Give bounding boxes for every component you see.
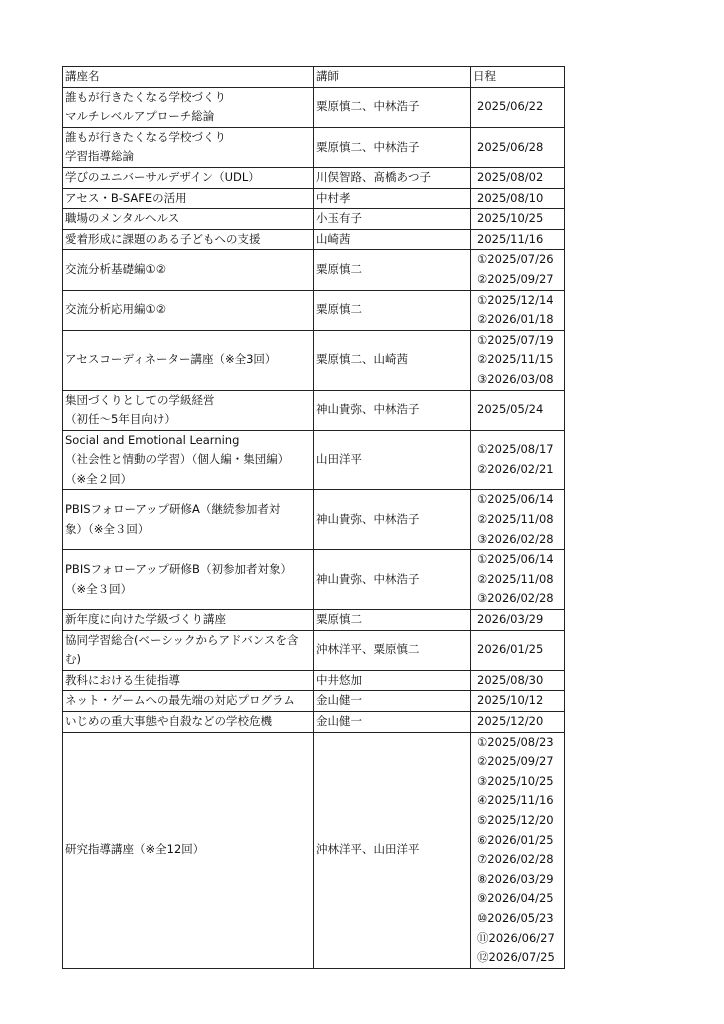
course-name-line: 新年度に向けた学級づくり講座 (65, 612, 226, 627)
course-name-cell (63, 630, 314, 670)
course-name-line: ネット・ゲームへの最先端の対応プログラム (65, 693, 295, 708)
date-cell (471, 250, 565, 290)
instructor-cell: 神山貴弥、中林浩子 (314, 550, 471, 610)
course-name-line: アセス・B-SAFEの活用 (65, 190, 187, 205)
session-date: ⑧2026/03/29 (477, 871, 554, 886)
course-name-line: む) (65, 652, 81, 667)
course-name-line: （※全２回） (65, 471, 133, 486)
session-date: ⑨2026/04/25 (477, 891, 554, 906)
session-date: ②2025/11/08 (477, 512, 554, 527)
table-row (63, 550, 565, 610)
table-row (63, 127, 565, 167)
instructor-cell: 粟原慎二、中林浩子 (314, 87, 471, 127)
course-name-cell (63, 250, 314, 290)
course-name-line: アセスコーディネーター講座（※全3回） (65, 352, 277, 367)
session-date: ⑫2026/07/25 (477, 950, 555, 965)
session-date: 2025/05/24 (477, 402, 544, 417)
instructor-cell: 山田洋平 (314, 430, 471, 490)
date-cell (471, 550, 565, 610)
course-name-line: 誰もが行きたくなる学校づくり (65, 129, 226, 144)
header-instructor: 講師 (314, 67, 471, 88)
table-row (63, 250, 565, 290)
session-date: ②2025/09/27 (477, 271, 554, 286)
instructor-cell: 金山健一 (314, 691, 471, 712)
session-date: ③2026/02/28 (477, 591, 554, 606)
session-date: ⑥2026/01/25 (477, 832, 554, 847)
date-cell (471, 670, 565, 691)
table-row (63, 87, 565, 127)
session-date: ①2025/08/23 (477, 734, 554, 749)
table-row (63, 167, 565, 188)
session-date: ⑪2026/06/27 (477, 930, 555, 945)
course-name-cell (63, 330, 314, 390)
session-date: 2026/03/29 (477, 612, 544, 627)
table-row (63, 691, 565, 712)
date-cell (471, 732, 565, 968)
course-name-line: 教科における生徒指導 (65, 672, 180, 687)
course-name-cell (63, 430, 314, 490)
instructor-cell: 神山貴弥、中林浩子 (314, 390, 471, 430)
date-cell (471, 188, 565, 209)
instructor-cell: 金山健一 (314, 712, 471, 733)
date-cell (471, 712, 565, 733)
table-row (63, 712, 565, 733)
course-name-line: PBISフォローアップ研修B（初参加者対象） (65, 562, 292, 577)
instructor-cell: 粟原慎二 (314, 290, 471, 330)
course-name-cell (63, 188, 314, 209)
instructor-cell: 中井悠加 (314, 670, 471, 691)
table-row (63, 610, 565, 631)
instructor-cell: 粟原慎二 (314, 610, 471, 631)
course-name-line: 学習指導総論 (65, 149, 134, 164)
session-date: ⑦2026/02/28 (477, 852, 554, 867)
session-date: ①2025/12/14 (477, 292, 554, 307)
course-name-cell (63, 550, 314, 610)
course-name-cell (63, 670, 314, 691)
course-name-cell (63, 732, 314, 968)
course-name-cell (63, 712, 314, 733)
course-name-cell (63, 290, 314, 330)
session-date: ③2025/10/25 (477, 773, 554, 788)
session-date: ①2025/06/14 (477, 492, 554, 507)
date-cell (471, 610, 565, 631)
course-name-cell (63, 87, 314, 127)
course-name-line: Social and Emotional Learning (65, 432, 240, 447)
course-name-cell (63, 390, 314, 430)
date-cell (471, 430, 565, 490)
session-date: 2025/11/16 (477, 231, 544, 246)
session-date: ⑤2025/12/20 (477, 812, 554, 827)
course-name-line: 集団づくりとしての学級経営 (65, 392, 215, 407)
instructor-cell: 神山貴弥、中林浩子 (314, 490, 471, 550)
table-row (63, 188, 565, 209)
session-date: 2025/10/12 (477, 693, 544, 708)
course-name-line: （※全３回） (65, 581, 133, 596)
table-row (63, 732, 565, 968)
session-date: ②2025/11/15 (477, 352, 554, 367)
session-date: ③2026/03/08 (477, 371, 554, 386)
course-name-line: 交流分析応用編①② (65, 302, 167, 317)
session-date: ②2025/09/27 (477, 754, 554, 769)
course-name-line: マルチレベルアプローチ総論 (65, 109, 215, 124)
session-date: ④2025/11/16 (477, 793, 554, 808)
session-date: 2025/08/30 (477, 672, 544, 687)
instructor-cell: 山崎茜 (314, 229, 471, 250)
date-cell (471, 87, 565, 127)
session-date: 2025/06/22 (477, 99, 544, 114)
instructor-cell: 粟原慎二、山崎茜 (314, 330, 471, 390)
session-date: ②2026/02/21 (477, 462, 554, 477)
session-date: ⑩2026/05/23 (477, 910, 554, 925)
session-date: 2025/10/25 (477, 211, 544, 226)
session-date: ②2026/01/18 (477, 312, 554, 327)
date-cell (471, 630, 565, 670)
table-row (63, 630, 565, 670)
instructor-cell: 沖林洋平、山田洋平 (314, 732, 471, 968)
date-cell (471, 229, 565, 250)
instructor-cell: 沖林洋平、粟原慎二 (314, 630, 471, 670)
instructor-cell: 中村孝 (314, 188, 471, 209)
instructor-cell: 粟原慎二 (314, 250, 471, 290)
table-row (63, 209, 565, 230)
date-cell (471, 167, 565, 188)
session-date: ③2026/02/28 (477, 531, 554, 546)
table-row (63, 490, 565, 550)
session-date: 2025/12/20 (477, 714, 544, 728)
date-cell (471, 209, 565, 230)
session-date: 2026/01/25 (477, 642, 544, 657)
session-date: ①2025/08/17 (477, 442, 554, 457)
session-date: 2025/08/10 (477, 190, 544, 205)
date-cell (471, 390, 565, 430)
instructor-cell: 小玉有子 (314, 209, 471, 230)
table-body (63, 87, 565, 968)
session-date: ①2025/07/19 (477, 332, 554, 347)
course-name-line: 象）（※全３回） (65, 521, 150, 536)
date-cell (471, 691, 565, 712)
course-name-line: （初任～5年目向け） (65, 412, 176, 427)
course-name-cell (63, 127, 314, 167)
session-date: 2025/06/28 (477, 139, 544, 154)
table-row (63, 430, 565, 490)
course-name-line: PBISフォローアップ研修A（継続参加者対 (65, 502, 281, 517)
course-name-line: 学びのユニバーサルデザイン（UDL） (65, 169, 260, 184)
course-schedule-table (62, 66, 565, 969)
course-name-cell (63, 691, 314, 712)
header-course-name: 講座名 (63, 67, 314, 88)
table-row (63, 670, 565, 691)
header-date: 日程 (471, 67, 565, 88)
date-cell (471, 290, 565, 330)
table-row (63, 330, 565, 390)
table-row (63, 390, 565, 430)
course-name-line: 研究指導講座（※全12回） (65, 842, 205, 857)
course-name-cell (63, 229, 314, 250)
course-name-cell (63, 610, 314, 631)
date-cell (471, 330, 565, 390)
course-name-cell (63, 490, 314, 550)
date-cell (471, 490, 565, 550)
course-name-line: 交流分析基礎編①② (65, 262, 167, 277)
session-date: ②2025/11/08 (477, 571, 554, 586)
course-name-line: 愛着形成に課題のある子どもへの支援 (65, 231, 261, 246)
course-name-cell (63, 209, 314, 230)
date-cell (471, 127, 565, 167)
instructor-cell: 川俣智路、髙橋あつ子 (314, 167, 471, 188)
instructor-cell: 粟原慎二、中林浩子 (314, 127, 471, 167)
table-row (63, 290, 565, 330)
course-name-line: 誰もが行きたくなる学校づくり (65, 89, 226, 104)
table-row (63, 229, 565, 250)
session-date: 2025/08/02 (477, 169, 544, 184)
course-name-line: いじめの重大事態や自殺などの学校危機 (65, 714, 272, 728)
session-date: ①2025/06/14 (477, 552, 554, 567)
course-name-cell (63, 167, 314, 188)
course-name-line: 協同学習総合(ベーシックからアドバンスを含 (65, 632, 299, 647)
table-header-row (63, 67, 565, 88)
course-name-line: 職場のメンタルヘルス (65, 211, 180, 226)
session-date: ①2025/07/26 (477, 252, 554, 267)
course-name-line: （社会性と情動の学習）（個人編・集団編） (65, 452, 290, 467)
